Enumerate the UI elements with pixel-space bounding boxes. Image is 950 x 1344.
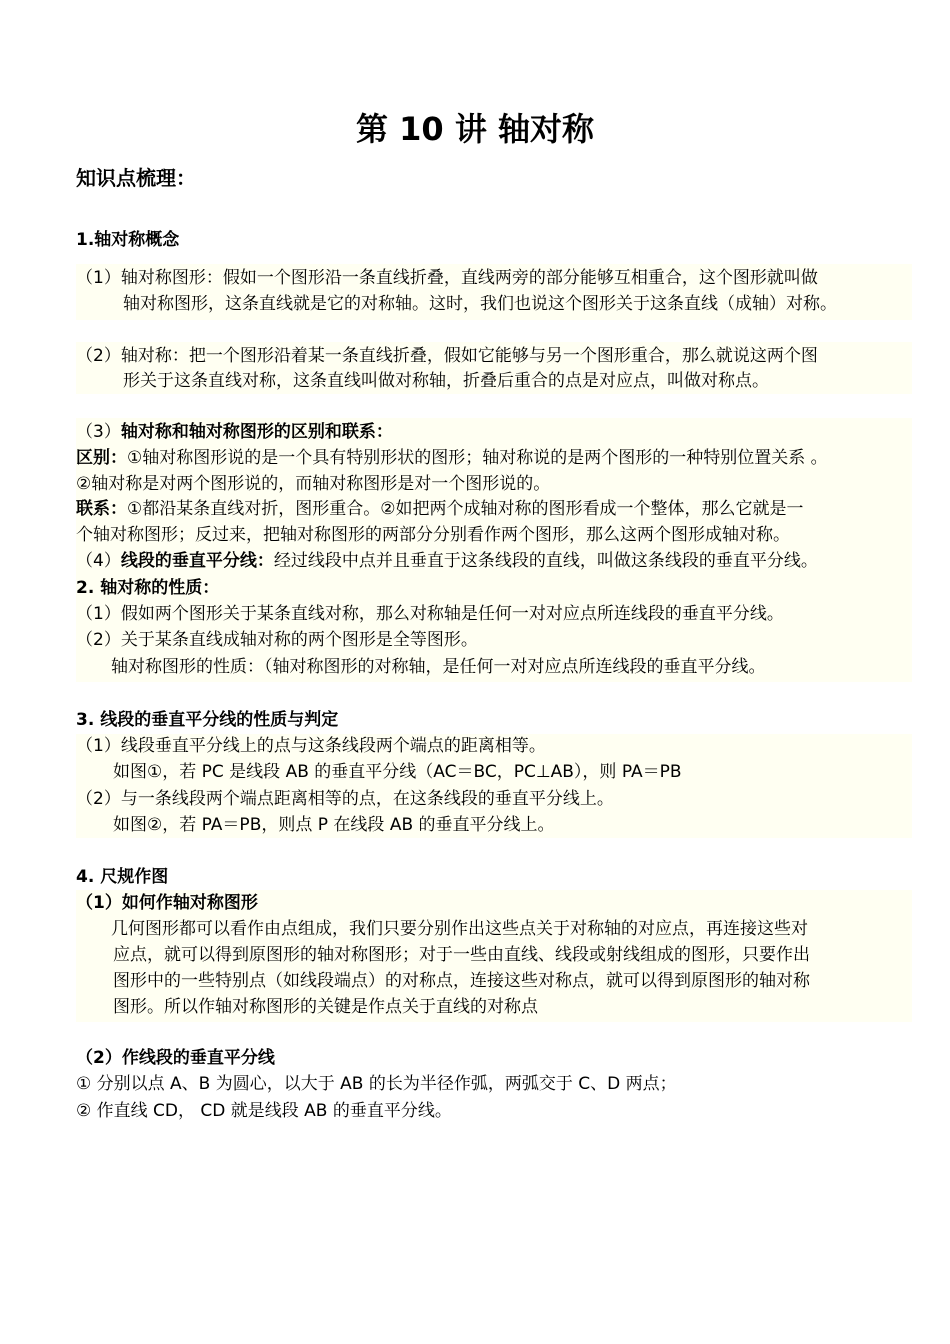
s3-line3: （2）与一条线段两个端点距离相等的点，在这条线段的垂直平分线上。 — [76, 789, 614, 809]
s3-line4: 如图②，若 PA＝PB，则点 P 在线段 AB 的垂直平分线上。 — [113, 815, 555, 835]
s1-p2-line1: （2）轴对称：把一个图形沿着某一条直线折叠，假如它能够与另一个图形重合，那么就说这两个图 — [76, 346, 818, 366]
s2-line1: （1）假如两个图形关于某条直线对称，那么对称轴是任何一对对应点所连线段的垂直平分线。 — [76, 604, 784, 624]
s1-diff-label: 区别： — [76, 448, 127, 468]
section-4-title: 4. 尺规作图 — [76, 867, 169, 887]
s1-p1-line2: 轴对称图形，这条直线就是它的对称轴。这时，我们也说这个图形关于这条直线（成轴）对称。 — [123, 294, 837, 314]
s1-link-label: 联系： — [76, 499, 127, 519]
s4-step1: ① 分别以点 A、B 为圆心，以大于 AB 的长为半径作弧，两弧交于 C、D 两点； — [76, 1074, 677, 1094]
section-1-title: 1.轴对称概念 — [76, 230, 180, 250]
s2-line2: （2）关于某条直线成轴对称的两个图形是全等图形。 — [76, 630, 478, 650]
s1-p4-bold: 线段的垂直平分线： — [120, 551, 274, 571]
page-title: 第 10 讲 轴对称 — [356, 110, 594, 148]
s1-p3-bold: 轴对称和轴对称图形的区别和联系： — [120, 422, 393, 442]
s1-link — [76, 498, 803, 520]
s4-para-line1: 几何图形都可以看作由点组成，我们只要分别作出这些点关于对称轴的对应点，再连接这些对 — [111, 919, 808, 939]
s1-p4 — [76, 550, 818, 572]
s1-p3 — [76, 421, 393, 443]
s4-sub2: （2）作线段的垂直平分线 — [76, 1048, 275, 1068]
s1-diff-text: ①轴对称图形说的是一个具有特别形状的图形；轴对称说的是两个图形的一种特别位置关系 。 — [127, 448, 828, 468]
s4-para-line4: 图形。所以作轴对称图形的关键是作点关于直线的对称点 — [113, 997, 538, 1017]
s4-para-line2: 应点，就可以得到原图形的轴对称图形；对于一些由直线、线段或射线组成的图形，只要作出 — [113, 945, 810, 965]
s2-line3: 轴对称图形的性质：（轴对称图形的对称轴，是任何一对对应点所连线段的垂直平分线。 — [111, 657, 766, 677]
section-3-title: 3. 线段的垂直平分线的性质与判定 — [76, 710, 339, 730]
s1-p3-prefix: （3） — [76, 422, 121, 442]
s4-step2: ② 作直线 CD， CD 就是线段 AB 的垂直平分线。 — [76, 1101, 452, 1121]
section-2-title: 2. 轴对称的性质： — [76, 578, 220, 598]
s1-link-line2: 个轴对称图形；反过来，把轴对称图形的两部分分别看作两个图形，那么这两个图形成轴对称。 — [76, 525, 790, 545]
s1-p4-prefix: （4） — [76, 551, 121, 571]
s1-p4-text: 经过线段中点并且垂直于这条线段的直线，叫做这条线段的垂直平分线。 — [273, 551, 818, 571]
s4-sub1: （1）如何作轴对称图形 — [76, 893, 258, 913]
s1-diff — [76, 447, 828, 469]
section-heading: 知识点梳理： — [76, 166, 196, 190]
s3-line1: （1）线段垂直平分线上的点与这条线段两个端点的距离相等。 — [76, 736, 546, 756]
s1-p2-line2: 形关于这条直线对称，这条直线叫做对称轴，折叠后重合的点是对应点，叫做对称点。 — [123, 371, 769, 391]
s1-diff-line2: ②轴对称是对两个图形说的，而轴对称图形是对一个图形说的。 — [76, 474, 551, 494]
s3-line2: 如图①，若 PC 是线段 AB 的垂直平分线（AC＝BC，PC⊥AB），则 PA＝PB — [113, 762, 682, 782]
s1-link-text: ①都沿某条直线对折，图形重合。②如把两个成轴对称的图形看成一个整体，那么它就是一 — [127, 499, 804, 519]
s1-p1-line1: （1）轴对称图形：假如一个图形沿一条直线折叠，直线两旁的部分能够互相重合，这个图形就叫做 — [76, 268, 818, 288]
s4-para-line3: 图形中的一些特别点（如线段端点）的对称点，连接这些对称点，就可以得到原图形的轴对称 — [113, 971, 810, 991]
